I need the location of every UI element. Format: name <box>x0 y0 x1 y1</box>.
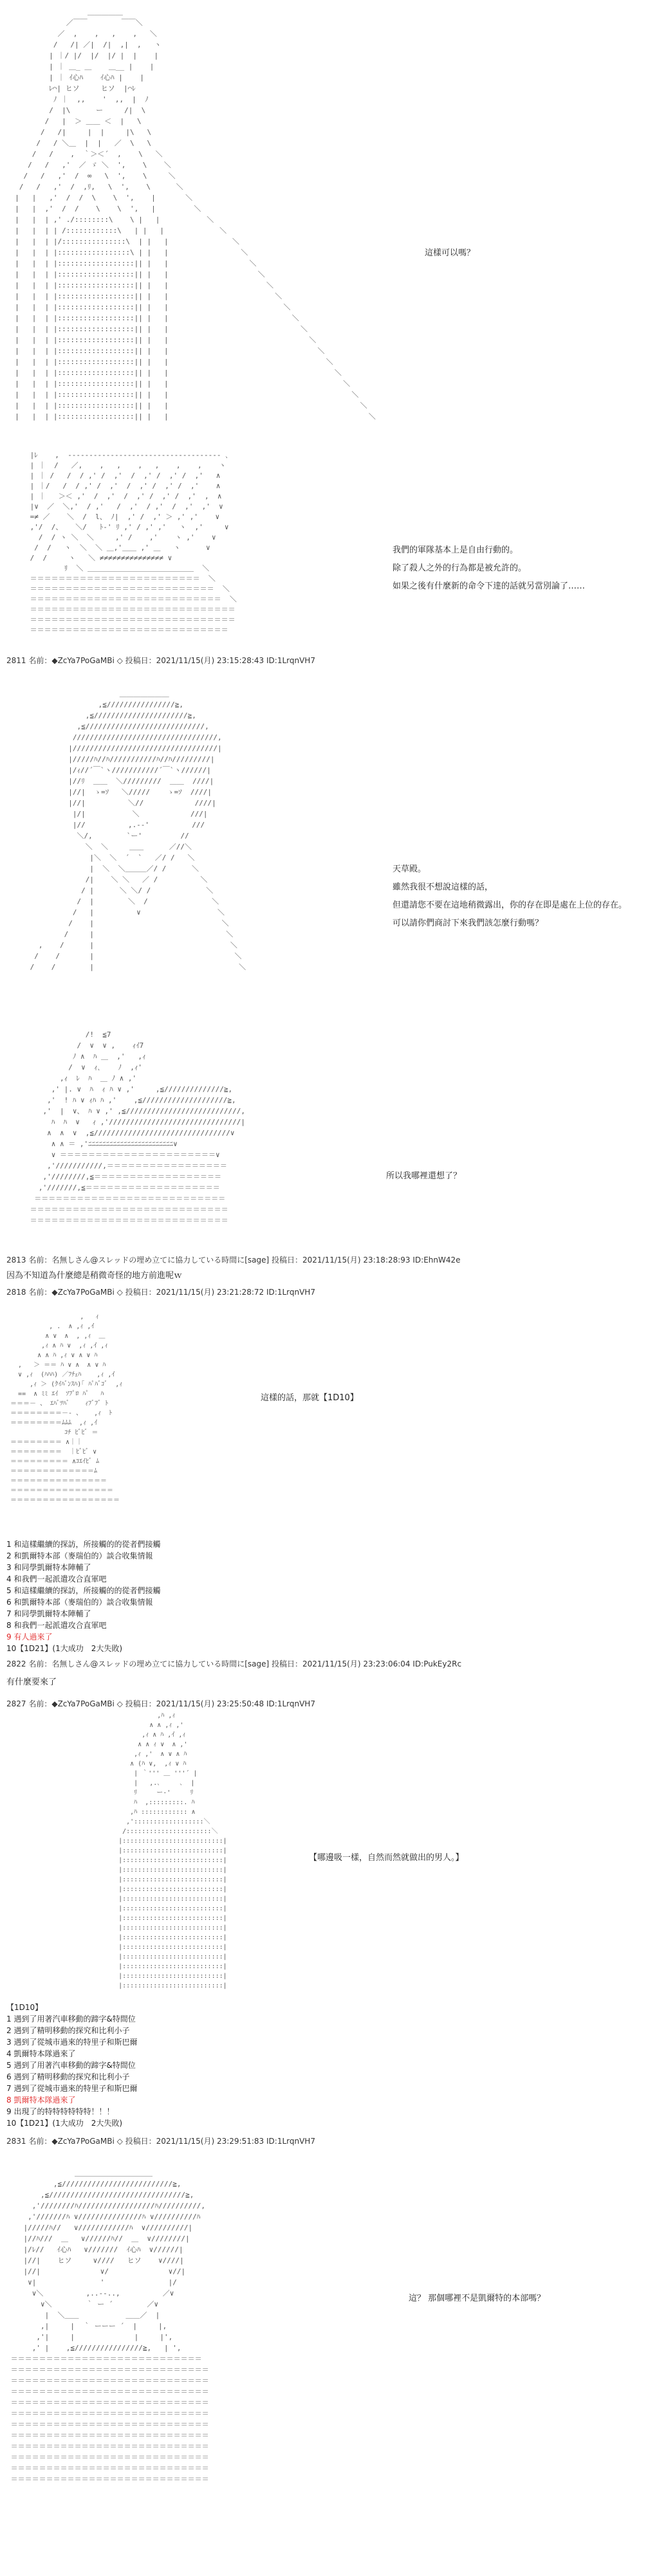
ascii-art-figure-1: ＿＿＿＿＿ ／￣￣ ￣￣＼ ／ , , , , ＼ / /| ／| /| ,| , ヽ | ｜/ |/ |/ |/ | | | | ｜ ＿_ ＿ ＿__ | | | ｜ ｲ心ﾊ ｲ心ﾊ | | ﾚ⌒| ヒソ ヒソ |⌒ﾚ ﾉ ｜ ,, ' ,, | ﾉ / |\ ー /| \ / | ＞ ＿＿ ＜ | \ / /| | | |\ \ / / ＼＿ | | ／ \ \ / / , ｀＞＜´ , \ ＼ / / ,' ／ ゞ ＼ ', \ ＼ / / ,' / ∞ \ ', \ ＼ / / ,' / ,ﾘ, \ ', \ ＼ | | ,' / / \ \ ', | ＼ | | ,' / / \ \ ', | ＼ | | | ,' ./::::::::\ \ | | ＼ | | | | /::::::::::::\ | | | ＼ | | | |/:::::::::::::::\ | | | ＼ | | | |:::::::::::::::::\ | | | ＼ | | | |::::::::::::::::::|| | | ＼ | | | |::::::::::::::::::|| | | ＼ | | | |::::::::::::::::::|| | | ＼ | | | |::::::::::::::::::|| | | ＼ | | | |::::::::::::::::::|| | | ＼ | | | |::::::::::::::::::|| | | ＼ | | | |::::::::::::::::::|| | | ＼ | | | |::::::::::::::::::|| | | ＼ | | | |::::::::::::::::::|| | | ＼ | | | |::::::::::::::::::|| | | ＼ | | | |::::::::::::::::::|| | | ＼ | | | |::::::::::::::::::|| | | ＼ | | | |::::::::::::::::::|| | | ＼ | | | |::::::::::::::::::|| | | ＼ | | | |::::::::::::::::::|| | | ＼ <box>15 8 376 421</box>
dice-option: 3 和同學凱爾特本陣輔了 <box>6 1563 91 1572</box>
dice-list-1 <box>6 1539 160 1654</box>
speech-line: 天草殿。 <box>393 864 427 874</box>
speech-line: 除了殺人之外的行為都是被允許的。 <box>393 563 527 573</box>
dice-option-highlight: 8 凱爾特本隊過來了 <box>6 2096 76 2105</box>
speech-panel-4 <box>386 1167 461 1185</box>
post-header: 2813 名前：名無しさん@スレッドの埋め立てに協力している時間に[sage] 投稿日：2021/11/15(月) 23:18:28:93 ID:EhnW42e <box>6 1256 461 1265</box>
ascii-art-figure-3: ＿＿＿＿＿＿＿ ,≦////////////////≧, ,≦//////////////////////≧, ,≦////////////////////////////, //////////////////////////////////, |//////////////////////////////////| |/////ﾊ//ﾊ///////////ﾊ//ﾊ/////////| |/ｨ//´￣`ヽ///////////´￣`ヽ//////| |//ﾘ ＿＿ ＼///////// ＿＿ ////| |//| ゝ=ｿ ＼///// ゝ=ｿ ////| |//| ＼// ////| |/| ＼ ///| |// ,.-‐' /// ＼/, `ー' // ＼ ＼ ＿＿ ／//＼ |＼ ＼ ´ ` ／/ / ＼ | ＼ ＼＿＿＿／/ / ＼ /| ＼ ＼ ／ / ＼ / | ＼ ＼/ / ＼ / | ＼ / ＼ / | ∨ ＼ / | ＼ / | ＼ , / | ＼ / / | ＼ / / | ＼ <box>30 690 246 971</box>
ascii-art-figure-2: |ﾚ , ------------------------------------ ､ | ｜ / ／, , , , , , , ヽ | ｜ / / / ,' / ,' / ,' / ,' / ,' ∧ | ｜/ / / ,' / ,' / ,' / ,' / ,' ∧ | ｜ ＞＜ ,' / ,' / ,' / ,' / ,' , ∧ |∨ ／ ＼,' / ,' / ,' / ,' / ,' ,' ∨ =≠ ／ ＼ / l、 ﾉ| ,' / ,' ＞ ,' ,' ∨ ,'/ /、 ＼/ ﾄ-' ﾘ ,' / ,' ,' ヽ ,' ∨ / / ヽ ＼ ＼ ,' / ,' ヽ ,' ∨ / / ヽ ＼ ＼ ＿,'＿＿ ,' ＿ ヽ ∨ / / ヽ ＼ ≠≠≠≠≠≠≠≠≠≠≠≠≠≠≠ ∨ ﾘ ＼ ＿＿＿＿＿＿＿＿＿＿＿＿＿＿＿ ＼ ＝＝＝＝＝＝＝＝＝＝＝＝＝＝＝＝＝＝＝＝＝＝＝＝ ＼ ＝＝＝＝＝＝＝＝＝＝＝＝＝＝＝＝＝＝＝＝＝＝＝＝＝＝ ＼ ＝＝＝＝＝＝＝＝＝＝＝＝＝＝＝＝＝＝＝＝＝＝＝＝＝＝＝ ＼ ＝＝＝＝＝＝＝＝＝＝＝＝＝＝＝＝＝＝＝＝＝＝＝＝＝＝＝＝＝ ＝＝＝＝＝＝＝＝＝＝＝＝＝＝＝＝＝＝＝＝＝＝＝＝＝＝＝＝＝ ＝＝＝＝＝＝＝＝＝＝＝＝＝＝＝＝＝＝＝＝＝＝＝＝＝＝＝＝ <box>30 451 237 634</box>
speech-line: 我們的軍隊基本上是自由行動的。 <box>393 545 519 555</box>
dice-option: 5 遇到了用著汽車移動的蹄字&特間位 <box>6 2061 136 2070</box>
post-header: 2811 名前：◆ZcYa7PoGaMBi ◇ 投稿日：2021/11/15(月) 23:15:28:43 ID:1LrqnVH7 <box>6 656 315 665</box>
speech-line: 【哪邊吸一樣，自然而然就做出的男人。】 <box>309 1853 464 1863</box>
post-comment: 因為不知道為什麼總是稍微奇怪的地方前進呢ｗ <box>6 1271 183 1281</box>
post-header: 2831 名前：◆ZcYa7PoGaMBi ◇ 投稿日：2021/11/15(月) 23:29:51:83 ID:1LrqnVH7 <box>6 2137 315 2146</box>
dice-option: 8 和我們一起派遣攻合直軍吧 <box>6 1621 107 1630</box>
dice-option: 4 和我們一起派遣攻合直軍吧 <box>6 1575 107 1584</box>
speech-panel-6 <box>309 1849 464 1867</box>
ascii-art-figure-4: /! ≦7 / ∨ ∨ , ｨｲ7 ﾉ ∧ ﾊ ＿ ,' ,ｨ / ∨ ｨ､ ﾉ ,ｨ' ,ｨ ﾚ ﾊ ＿ ﾉ ∧ ,' ,' |. ∨ ﾊ ｨ ﾊ ∨ ,' ,≦//////////////≧, ,' ! ﾊ ∨ ｨﾊ ﾊ ,' ,≦////////////////////≧, ,' | ∨、 ﾊ ∨ ,' ,≦///////////////////////////, ﾊ ﾊ ∨ ｨ ,'///////////////////////////////| ∧ ∧ ∨ ,≦////////////////////////////////∨ ∧ ∧ ＝ ,'ﾆﾆﾆﾆﾆﾆﾆﾆﾆﾆﾆﾆﾆﾆﾆﾆﾆﾆﾆﾆﾆﾆﾆﾆ∨ ∨ ＝＝＝＝＝＝＝＝＝＝＝＝＝＝＝＝＝＝＝＝＝＝∨ ,'///////////,＝＝＝＝＝＝＝＝＝＝＝＝＝＝＝＝＝ ,'////////,≦＝＝＝＝＝＝＝＝＝＝＝＝＝＝＝＝＝＝ ,'///////,≦＝＝＝＝＝＝＝＝＝＝＝＝＝＝＝＝＝＝＝ ＝＝＝＝＝＝＝＝＝＝＝＝＝＝＝＝＝＝＝＝＝＝＝＝＝＝＝ ＝＝＝＝＝＝＝＝＝＝＝＝＝＝＝＝＝＝＝＝＝＝＝＝＝＝＝＝ ＝＝＝＝＝＝＝＝＝＝＝＝＝＝＝＝＝＝＝＝＝＝＝＝＝＝＝＝ <box>30 1030 246 1225</box>
post-header: 2822 名前：名無しさん@スレッドの埋め立てに協力している時間に[sage] 投稿日：2021/11/15(月) 23:23:06:04 ID:PukEy2Rc <box>6 1659 462 1668</box>
speech-line: 所以我哪裡還想了？ <box>386 1171 462 1181</box>
dice-option: 10【1D21】(1大成功 2大失敗) <box>6 1644 123 1653</box>
dice-option: 1 和這樣繼續的探訪，所接觸的的從者們接觸 <box>6 1540 161 1549</box>
post-header: 2827 名前：◆ZcYa7PoGaMBi ◇ 投稿日：2021/11/15(月) 23:25:50:48 ID:1LrqnVH7 <box>6 1699 315 1708</box>
dice-option: 6 和凱爾特本部（麥瑞伯的）談合收集情報 <box>6 1598 153 1607</box>
speech-line: 如果之後有什麼新的命令下達的話就另當別論了…… <box>393 581 586 591</box>
speech-line: 這樣的話，那就【1D10】 <box>261 1393 358 1403</box>
dice-list-2 <box>6 2002 137 2129</box>
dice-option: 3 遇到了從城市過來的特里子和斯巴爾 <box>6 2038 138 2047</box>
dice-option: 10【1D21】(1大成功 2大失敗) <box>6 2119 123 2128</box>
dice-option: 4 凱爾特本隊過來了 <box>6 2049 76 2058</box>
speech-panel-5 <box>261 1389 358 1407</box>
speech-panel-1 <box>425 244 475 262</box>
speech-panel-7 <box>409 2290 545 2308</box>
speech-line: 但還請您不要在這地稍微露出，你的存在即是處在上位的存在。 <box>393 900 627 910</box>
ascii-art-figure-6: ,ﾊ ,ｨ ∧ ∧ ,ｨ ,' ,ｨ ∧ ﾊ ,ｲ ,ｨ ∧ ∧ ｨ ∨ ∧ ,' ,ｨ ,' ∧ ∨ ∧ ﾊ ∧ (ﾊ ∨, ,ｨ ∨ ﾊ | ｀''' ＿ '''´ | | ,.､ ､ | ﾘ ー‐' ﾘ ﾊ ,:::::::::. ﾊ ,ﾊ :::::::::::: ∧ ,'::::::::::::::::::＼ /::::::::::::::::::::::＼ |::::::::::::::::::::::::::| |::::::::::::::::::::::::::| |::::::::::::::::::::::::::| |::::::::::::::::::::::::::| |::::::::::::::::::::::::::| |::::::::::::::::::::::::::| |::::::::::::::::::::::::::| |::::::::::::::::::::::::::| |::::::::::::::::::::::::::| |::::::::::::::::::::::::::| |::::::::::::::::::::::::::| |::::::::::::::::::::::::::| |::::::::::::::::::::::::::| |::::::::::::::::::::::::::| |::::::::::::::::::::::::::| |::::::::::::::::::::::::::| <box>118 1712 227 1989</box>
speech-line: 雖然我很不想說這樣的話， <box>393 882 494 892</box>
ascii-art-figure-5: , ｨ , . ∧ ,ｨ ,ｲ ∧ ∨ ∧ , ,ｨ ＿ ,ｨ ∧ ﾊ ∨ ,ｨ ,ｲ ,ｨ ∧ ∧ ﾊ ,ｨ ∨ ∧ ∨ ﾊ , ＞ ＝＝ ﾊ ∨ ∧ ∧ ∨ ﾊ ∨ ,ｨ (ﾊﾊﾊ) ／ﾌﾁｪﾊ ,ｨ ,ｲ ,ｨ ＞ (ｸｲﾊﾞﾝｽﾊ)｢ ﾊﾟﾊﾞｺﾞ ,ｨ == ∧ ﾐﾐ ｴｲ ｿﾌﾟﾛ ﾊﾟ ﾊ ＝＝＝－ 、 ｴﾊﾞﾂﾊﾞ ｨﾌﾞﾌﾞ ﾄ ＝＝＝＝＝＝＝＝－‐ 、 ,ｨ ﾄ ＝＝＝＝＝＝＝＝ﾑﾑﾑ ,ｨ ,ｲ ｺﾁ ﾋﾞﾋﾞ ＝ ＝＝＝＝＝＝＝＝ ∧｜｜ ＝＝＝＝＝＝＝＝ ｜ﾋﾞﾋﾞ ∨ ＝＝＝＝＝＝＝＝＝ ∧ｺｴｲﾋﾞ ﾑ ＝＝＝＝＝＝＝＝＝＝＝＝＝ﾑ ＝＝＝＝＝＝＝＝＝＝＝＝＝＝＝ ＝＝＝＝＝＝＝＝＝＝＝＝＝＝＝＝ ＝＝＝＝＝＝＝＝＝＝＝＝＝＝＝＝＝ <box>10 1313 123 1504</box>
dice-option: 5 和這樣繼續的探訪，所接觸的的從者們接觸 <box>6 1586 161 1595</box>
dice-option: 7 和同學凱爾特本陣輔了 <box>6 1609 91 1618</box>
speech-panel-2 <box>393 542 585 596</box>
speech-line: 這樣可以嗎？ <box>425 248 476 258</box>
dice-option: 9 出現了的特特特特特特！！！ <box>6 2107 115 2116</box>
dice-option: 6 遇到了精明移動的探究和比利小子 <box>6 2072 130 2081</box>
post-header: 2818 名前：◆ZcYa7PoGaMBi ◇ 投稿日：2021/11/15(月) 23:21:28:72 ID:1LrqnVH7 <box>6 1288 315 1297</box>
dice-option-highlight: 9 有人過來了 <box>6 1632 53 1641</box>
dice-option: 7 遇到了從城市過來的特里子和斯巴爾 <box>6 2084 138 2093</box>
ascii-art-figure-7: ＿＿＿＿＿＿＿＿＿＿＿ ,≦//////////////////////////≧, ,≦////////////////////////////////≧, ,'////////ﾊ//////////////////ﾊ//////////, ,'///////ﾊ ∨///////////////ﾊ ∨//////////ﾊ |/////ﾊ// ∨////////////ﾊ ∨//////////| |//ﾊ/// ＿ ∨//////ﾊ// ＿ ∨////////| |/ﾚ// ｲ心ﾊ ∨/////// ｲ心ﾊ ∨//////| |//| ヒソ ∨//// ヒソ ∨////| |//| ∨/ ∨//| ∨| ' |/ ∨＼ ,..--.., ／∨ ∨＼ ｀ ー ´ ／∨ | ＼＿＿ ＿＿／ | ,| | ｀ ーーー ´ | |, ,'| | | |', ,' | ,≦////////////////≧, | ', ＝＝＝＝＝＝＝＝＝＝＝＝＝＝＝＝＝＝＝＝＝＝＝＝＝＝＝ ＝＝＝＝＝＝＝＝＝＝＝＝＝＝＝＝＝＝＝＝＝＝＝＝＝＝＝＝ ＝＝＝＝＝＝＝＝＝＝＝＝＝＝＝＝＝＝＝＝＝＝＝＝＝＝＝＝ ＝＝＝＝＝＝＝＝＝＝＝＝＝＝＝＝＝＝＝＝＝＝＝＝＝＝＝＝ ＝＝＝＝＝＝＝＝＝＝＝＝＝＝＝＝＝＝＝＝＝＝＝＝＝＝＝＝ ＝＝＝＝＝＝＝＝＝＝＝＝＝＝＝＝＝＝＝＝＝＝＝＝＝＝＝＝ ＝＝＝＝＝＝＝＝＝＝＝＝＝＝＝＝＝＝＝＝＝＝＝＝＝＝＝＝ ＝＝＝＝＝＝＝＝＝＝＝＝＝＝＝＝＝＝＝＝＝＝＝＝＝＝＝＝ ＝＝＝＝＝＝＝＝＝＝＝＝＝＝＝＝＝＝＝＝＝＝＝＝＝＝＝＝ ＝＝＝＝＝＝＝＝＝＝＝＝＝＝＝＝＝＝＝＝＝＝＝＝＝＝＝＝ ＝＝＝＝＝＝＝＝＝＝＝＝＝＝＝＝＝＝＝＝＝＝＝＝＝＝＝＝ ＝＝＝＝＝＝＝＝＝＝＝＝＝＝＝＝＝＝＝＝＝＝＝＝＝＝＝＝ <box>10 2169 209 2483</box>
speech-line: 這？ 那個哪裡不是凱爾特的本部嗎？ <box>409 2294 546 2303</box>
speech-line: 可以請你們商討下來我們該怎麼行動嗎？ <box>393 918 544 928</box>
dice-option: 1 遇到了用著汽車移動的蹄字&特間位 <box>6 2014 136 2023</box>
speech-panel-3 <box>393 861 627 933</box>
dice-option: 2 遇到了精明移動的探究和比利小子 <box>6 2026 130 2035</box>
post-comment: 有什麼要來了 <box>6 1677 57 1687</box>
dice-option: 2 和凱爾特本部（麥瑞伯的）談合收集情報 <box>6 1551 153 1560</box>
dice-option: 【1D10】 <box>6 2003 43 2012</box>
